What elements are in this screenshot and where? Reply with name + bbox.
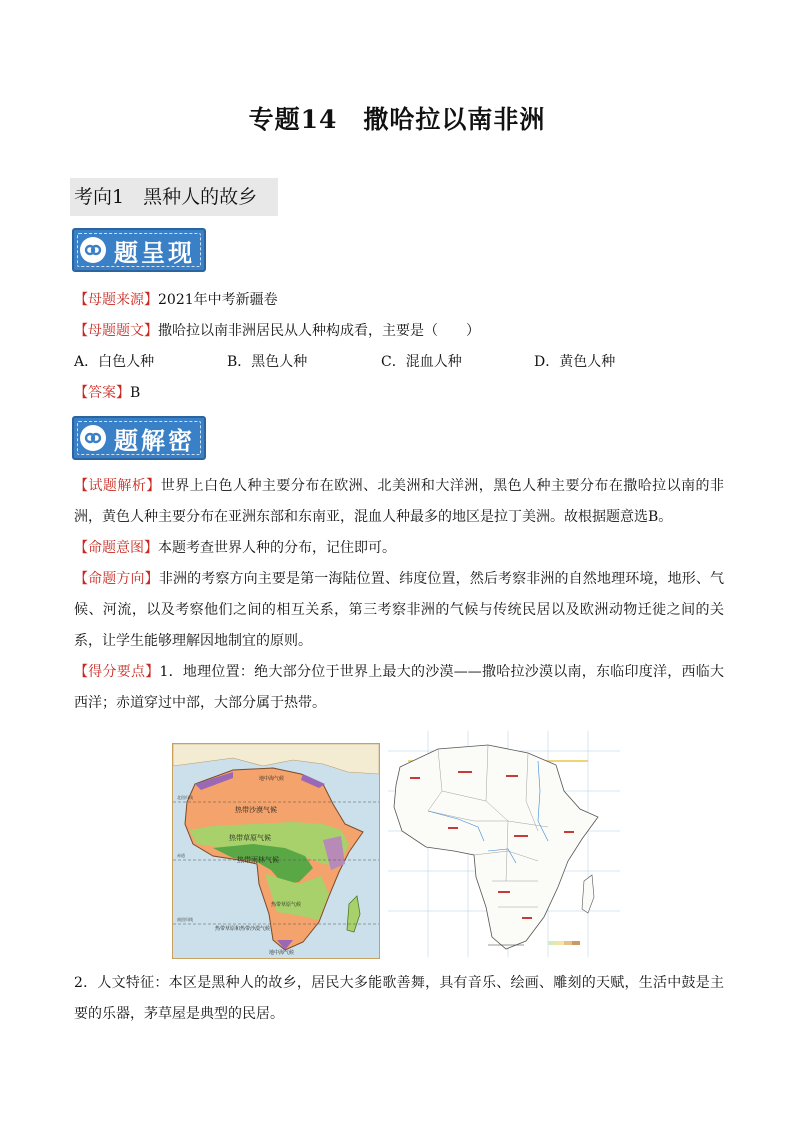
source-tag: 【母题来源】 — [74, 292, 158, 308]
direction-text: 非洲的考察方向主要是第一海陆位置、纬度位置，然后考察非洲的自然地理环境，地形、气候、河流，以及考察他们之间的相互关系，第三考察非洲的气候与传统民居以及欧洲动物迁徙之间的关系，让学生能够理解因地制宜的原则。 — [74, 571, 725, 649]
label-mediterranean-south: 地中海气候 — [269, 950, 295, 956]
analysis-points — [74, 657, 724, 719]
loop-icon — [80, 237, 106, 263]
question-tag: 【母题题文】 — [74, 323, 158, 339]
label-tropic-capricorn: 南回归线 — [177, 917, 193, 922]
option-a: A．白色人种 — [74, 354, 155, 370]
label-equator: 赤道 — [177, 853, 185, 858]
option-b: B．黑色人种 — [227, 354, 308, 370]
africa-political-map — [388, 731, 620, 957]
section-heading: 考向1 黑种人的故乡 — [70, 178, 278, 216]
parse-text: 世界上白色人种主要分布在欧洲、北美洲和大洋洲，黑色人种主要分布在撒哈拉以南的非洲，黄色人种主要分布在亚洲东部和东南亚，混血人种最多的地区是拉丁美洲。故根据题意选B。 — [74, 478, 725, 525]
direction-tag: 【命题方向】 — [74, 571, 159, 587]
intent-tag: 【命题意图】 — [74, 540, 158, 556]
label-mediterranean-north: 地中海气候 — [259, 776, 285, 782]
points-tag: 【得分要点】 — [74, 664, 160, 680]
parse-tag: 【试题解析】 — [74, 478, 161, 494]
answer-value: B — [130, 385, 141, 401]
question-body: 撒哈拉以南非洲居民从人种构成看，主要是（ ） — [158, 323, 480, 339]
question-source — [74, 289, 278, 309]
badge-label: 题解密 — [114, 426, 195, 455]
source-text: 2021年中考新疆卷 — [158, 292, 278, 308]
label-savanna-north: 热带草原气候 — [229, 834, 271, 842]
label-tropic-cancer: 北回归线 — [177, 795, 193, 800]
label-rainforest: 热带雨林气候 — [237, 856, 279, 864]
analysis-intent — [74, 533, 724, 564]
analysis-parse — [74, 471, 724, 533]
intent-text: 本题考查世界人种的分布，记住即可。 — [158, 540, 396, 556]
option-d: D．黄色人种 — [534, 354, 616, 370]
option-c: C．混血人种 — [381, 354, 462, 370]
badge-analysis — [72, 416, 206, 460]
question-text — [74, 320, 480, 340]
label-savanna-desert: 热带草原和热带沙漠气候 — [215, 926, 271, 932]
points-text: 1．地理位置：绝大部分位于世界上最大的沙漠——撒哈拉沙漠以南，东临印度洋，西临大西洋；赤道穿过中部，大部分属于热带。 — [74, 664, 725, 711]
label-desert: 热带沙漠气候 — [235, 806, 277, 814]
answer — [74, 382, 140, 402]
humanities-features: 2．人文特征：本区是黑种人的故乡，居民大多能歌善舞，具有音乐、绘画、雕刻的天赋，生活中鼓是主要的乐器，茅草屋是典型的民居。 — [74, 975, 724, 1022]
answer-tag: 【答案】 — [74, 385, 130, 401]
label-savanna-south: 热带草原气候 — [271, 902, 302, 908]
africa-climate-map — [172, 743, 380, 959]
badge-question — [72, 228, 206, 272]
badge-label: 题呈现 — [114, 238, 195, 267]
page-title: 专题14 撒哈拉以南非洲 — [248, 105, 546, 134]
loop-icon — [80, 425, 106, 451]
analysis-direction — [74, 564, 724, 657]
